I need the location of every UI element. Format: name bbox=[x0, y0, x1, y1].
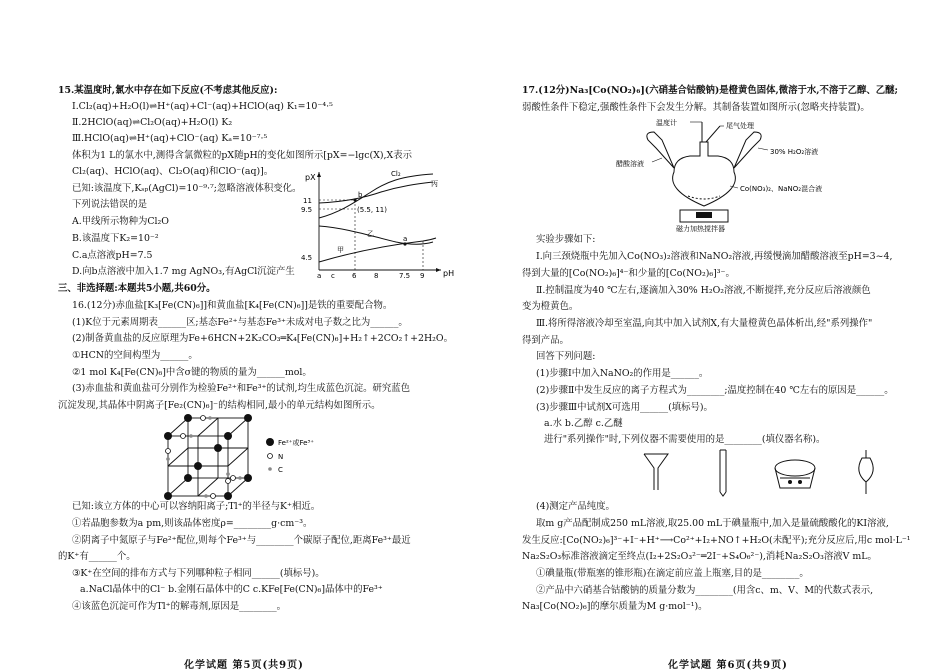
text-line: a.NaCl晶体中的Cl⁻ b.金刚石晶体中的C c.KFe[Fe(CN)₆]晶体中的Fe³⁺ bbox=[80, 584, 383, 595]
text-line: (2)制备黄血盐的反应原理为Fe+6HCN+2K₂CO₃═K₄[Fe(CN)₆]+H₂↑+2CO₂↑+2H₂O。 bbox=[72, 333, 453, 344]
apparatus-label: 30% H₂O₂溶液 bbox=[770, 148, 819, 156]
apparatus-label: 磁力加热搅拌器 bbox=[676, 225, 725, 233]
y-axis-label: pX bbox=[305, 173, 316, 182]
point-label: a bbox=[403, 235, 408, 243]
reaction-1: Ⅰ.Cl₂(aq)+H₂O(l)⇌H⁺(aq)+Cl⁻(aq)+HClO(aq) K₁=10⁻⁴·⁵ bbox=[72, 101, 333, 112]
text-line: ②产品中六硝基合钴酸钠的质量分数为________(用含c、m、V、M的代数式表示, bbox=[536, 585, 874, 596]
text-line: 得到产品。 bbox=[522, 335, 569, 346]
instrument-row bbox=[640, 448, 900, 496]
text-line: 已知:该立方体的中心可以容纳阳离子;Tl⁺的半径与K⁺相近。 bbox=[72, 501, 321, 512]
left-page bbox=[58, 0, 455, 672]
legend-label: Fe²⁺或Fe³⁺ bbox=[278, 439, 314, 447]
option-a: A.甲线所示物种为Cl₂O bbox=[72, 216, 169, 227]
text-line: ①若晶胞参数为a pm,则该晶体密度ρ=________g·cm⁻³。 bbox=[72, 518, 313, 529]
h2o2-funnel bbox=[734, 132, 761, 168]
apparatus-diagram bbox=[552, 118, 852, 233]
x-tick: 7.5 bbox=[399, 272, 411, 280]
point-b bbox=[353, 198, 356, 201]
legend-nitrogen-marker bbox=[268, 454, 273, 459]
section-heading: 三、非选择题:本题共5小题,共60分。 bbox=[58, 283, 216, 294]
y-tick: 11 bbox=[303, 197, 312, 205]
text-line: (3)赤血盐和黄血盐可分别作为检验Fe²⁺和Fe³⁺的试剂,均生成蓝色沉淀。研究蓝色 bbox=[72, 383, 411, 394]
text-line: 弱酸性条件下稳定,强酸性条件下会发生分解。其制备装置如图所示(忽略夹持装置)。 bbox=[522, 102, 870, 113]
text-line: 已知:该温度下,Kₛₚ(AgCl)=10⁻⁹·⁷;忽略溶液体积变化。 bbox=[72, 183, 302, 194]
funnel-icon bbox=[644, 454, 668, 490]
evaporating-dish-icon bbox=[775, 460, 815, 476]
question-16-stem: 16.(12分)赤血盐[K₃[Fe(CN)₆]]和黄血盐[K₄[Fe(CN)₆]]是铁的重要配合物。 bbox=[72, 300, 393, 311]
x-tick: 9 bbox=[420, 272, 425, 280]
crystal-unit-cell bbox=[158, 416, 358, 500]
point-label: (5.5, 11) bbox=[357, 206, 387, 214]
text-line: (1)K位于元素周期表______区;基态Fe²⁺与基态Fe³⁺未成对电子数之比为______。 bbox=[72, 317, 408, 328]
step-1: Ⅰ.向三颈烧瓶中先加入Co(NO₃)₂溶液和NaNO₂溶液,再缓慢滴加醋酸溶液至pH=3~4, bbox=[536, 251, 893, 262]
text-line: 变为橙黄色。 bbox=[522, 301, 579, 312]
option-b: B.该温度下K₂=10⁻² bbox=[72, 233, 159, 244]
right-page bbox=[522, 0, 920, 672]
text-line: ②1 mol K₄[Fe(CN)₆]中含σ键的物质的量为______mol。 bbox=[72, 367, 312, 378]
text-line: 取m g产品配制成250 mL溶液,取25.00 mL于碘量瓶中,加入是量硫酸酸化的KI溶液, bbox=[536, 518, 889, 529]
sub-question-4: (4)测定产品纯度。 bbox=[536, 501, 615, 512]
sub-question-1: (1)步骤Ⅰ中加入NaNO₂的作用是______。 bbox=[536, 368, 709, 379]
text-line: 实验步骤如下: bbox=[536, 234, 596, 245]
curve-label: 丙 bbox=[431, 180, 438, 188]
question-15-stem: 15.某温度时,氯水中存在如下反应(不考虑其他反应): bbox=[58, 85, 278, 96]
legend-label: N bbox=[278, 453, 284, 461]
option-c: C.a点溶液pH=7.5 bbox=[72, 250, 153, 261]
text-line: Cl₂(aq)、HClO(aq)、Cl₂O(aq)和ClO⁻(aq)]。 bbox=[72, 166, 274, 177]
text-line: 沉淀发现,其晶体中阴离子[Fe₂(CN)₆]⁻的结构相同,最小的单元结构如图所示。 bbox=[58, 400, 381, 411]
text-line: ④该蓝色沉淀可作为Tl⁺的解毒剂,原因是________。 bbox=[72, 601, 287, 612]
text-line: ①HCN的空间构型为______。 bbox=[72, 350, 198, 361]
text-line: 下列说法错误的是 bbox=[72, 199, 148, 210]
apparatus-label: 尾气处理 bbox=[726, 122, 754, 130]
text-line: ②阴离子中氮原子与Fe²⁺配位,则每个Fe³⁺与________个碳原子配位,距离Fe³⁺最近 bbox=[72, 535, 411, 546]
curve-label: 乙 bbox=[367, 230, 374, 238]
y-tick: 9.5 bbox=[301, 206, 313, 214]
text-line: Na₃[Co(NO₂)₆]的摩尔质量为M g·mol⁻¹)。 bbox=[522, 601, 708, 612]
text-line: Na₂S₂O₃标准溶液滴定至终点(I₂+2S₂O₃²⁻═2I⁻+S₄O₆²⁻),消耗Na₂S₂O₃溶液V mL。 bbox=[522, 551, 877, 562]
x-axis-label: pH bbox=[443, 269, 455, 278]
apparatus-label: 温度计 bbox=[656, 119, 677, 127]
text-line: ③K⁺在空间的排布方式与下列哪种粒子相同______(填标号)。 bbox=[72, 568, 325, 579]
sub-question-3: (3)步骤Ⅲ中试剂X可选用______(填标号)。 bbox=[536, 402, 713, 413]
reaction-3: Ⅲ.HClO(aq)⇌H⁺(aq)+ClO⁻(aq) Kₐ=10⁻⁷·⁵ bbox=[72, 133, 268, 144]
curve-label: Cl₂ bbox=[391, 170, 401, 178]
legend-iron-marker bbox=[266, 438, 274, 446]
page-footer: 化学试题 第6页(共9页) bbox=[668, 660, 788, 671]
apparatus-label: 醋酸溶液 bbox=[616, 160, 644, 168]
text-line: 进行"系列操作"时,下列仪器不需要使用的是________(填仪器名称)。 bbox=[544, 434, 826, 445]
legend-label: C bbox=[278, 466, 283, 474]
apparatus-label: Co(NO₃)₂、NaNO₂混合液 bbox=[740, 185, 823, 193]
x-tick: a bbox=[317, 272, 322, 280]
acetic-acid-funnel bbox=[647, 132, 674, 168]
question-17-stem: 17.(12分)Na₃[Co(NO₂)₆](六硝基合钴酸钠)是橙黄色固体,微溶于水,不溶于乙醇、乙醚; bbox=[522, 85, 898, 96]
step-2: Ⅱ.控制温度为40 ℃左右,逐滴加入30% H₂O₂溶液,不断搅拌,充分反应后溶液颜色 bbox=[536, 285, 871, 296]
y-tick: 4.5 bbox=[301, 254, 313, 262]
text-line: 的K⁺有______个。 bbox=[58, 551, 136, 562]
sub-question-2: (2)步骤Ⅱ中发生反应的离子方程式为________;温度控制在40 ℃左右的原因是______。 bbox=[536, 385, 894, 396]
choices: a.水 b.乙醇 c.乙醚 bbox=[544, 418, 623, 429]
page-footer: 化学试题 第5页(共9页) bbox=[184, 660, 304, 671]
point-label: b bbox=[358, 191, 363, 199]
x-tick: c bbox=[331, 272, 335, 280]
curve-label: 甲 bbox=[337, 246, 344, 254]
legend-carbon-marker bbox=[268, 467, 272, 471]
text-line: 发生反应:[Co(NO₂)₆]³⁻+I⁻+H⁺⟶Co²⁺+I₂+NO↑+H₂O(未配平);充分反应后,用c mol·L⁻¹ bbox=[522, 535, 911, 546]
option-d: D.向b点溶液中加入1.7 mg AgNO₃,有AgCl沉淀产生 bbox=[72, 266, 295, 277]
text-line: 得到大量的[Co(NO₂)₆]⁴⁻和少量的[Co(NO₂)₆]³⁻。 bbox=[522, 268, 735, 279]
x-tick: 8 bbox=[374, 272, 379, 280]
x-tick: 6 bbox=[352, 272, 357, 280]
text-line: 体积为1 L的氯水中,测得含氯微粒的pX随pH的变化如图所示[pX=−lgc(X),X表示 bbox=[72, 150, 412, 161]
three-neck-flask bbox=[673, 142, 736, 206]
separatory-funnel-icon bbox=[859, 450, 873, 482]
text-line: 回答下列问题: bbox=[536, 351, 596, 362]
text-line: ①碘量瓶(带瓶塞的锥形瓶)在滴定前应盖上瓶塞,目的是________。 bbox=[536, 568, 809, 579]
exhaust-tube bbox=[706, 126, 720, 142]
step-3: Ⅲ.将所得溶液冷却至室温,向其中加入试剂X,有大量橙黄色晶体析出,经"系列操作" bbox=[536, 318, 873, 329]
px-ph-graph bbox=[301, 166, 455, 280]
reaction-2: Ⅱ.2HClO(aq)⇌Cl₂O(aq)+H₂O(l) K₂ bbox=[72, 117, 233, 128]
